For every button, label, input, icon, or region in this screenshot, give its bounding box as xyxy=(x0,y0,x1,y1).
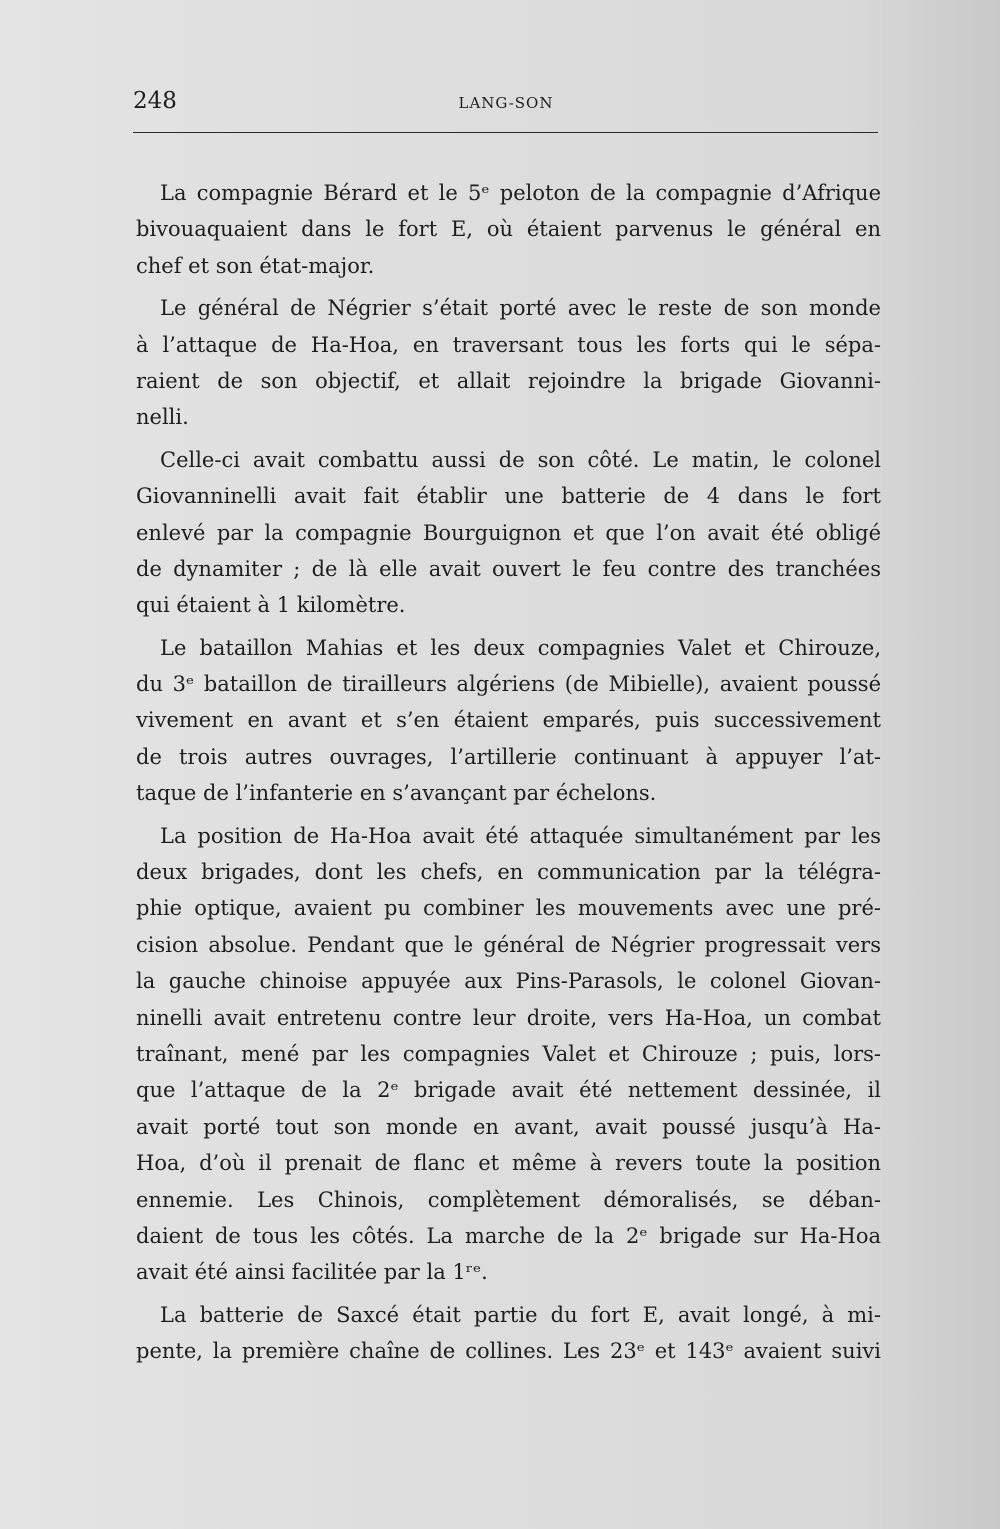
text-line: taque de l’infanterie en s’avançant par échelons. xyxy=(136,781,657,806)
text-line: Le bataillon Mahias et les deux compagnies Valet et Chirouze, xyxy=(160,635,881,660)
text-line: du 3ᵉ bataillon de tirailleurs algériens (de Mibielle), avaient poussé xyxy=(136,672,881,697)
header-rule xyxy=(133,132,878,133)
text-line: ennemie. Les Chinois, complètement démoralisés, se déban- xyxy=(136,1187,881,1212)
text-line: La batterie de Saxcé était partie du fort E, avait longé, à mi- xyxy=(160,1302,881,1327)
text-line: Giovanninelli avait fait établir une batterie de 4 dans le fort xyxy=(136,484,881,509)
running-title: LANG-SON xyxy=(458,94,554,112)
text-line: chef et son état-major. xyxy=(136,253,375,278)
text-line: avait porté tout son monde en avant, avait poussé jusqu’à Ha- xyxy=(136,1114,881,1139)
text-line: qui étaient à 1 kilomètre. xyxy=(136,593,406,618)
paragraph-1 xyxy=(136,175,881,284)
text-line: Le général de Négrier s’était porté avec le reste de son monde xyxy=(160,296,881,321)
text-line: de trois autres ouvrages, l’artillerie continuant à appuyer l’at- xyxy=(136,744,881,769)
running-head xyxy=(133,84,879,118)
text-line: enlevé par la compagnie Bourguignon et que l’on avait été obligé xyxy=(136,520,881,545)
text-line: la gauche chinoise appuyée aux Pins-Parasols, le colonel Giovan- xyxy=(136,969,881,994)
text-line: La position de Ha-Hoa avait été attaquée simultanément par les xyxy=(160,823,881,848)
page-number: 248 xyxy=(133,88,177,114)
text-line: raient de son objectif, et allait rejoindre la brigade Giovanni- xyxy=(136,368,881,393)
text-line: pente, la première chaîne de collines. Les 23ᵉ et 143ᵉ avaient suivi xyxy=(136,1339,881,1364)
text-line: vivement en avant et s’en étaient emparés, puis successivement xyxy=(136,708,881,733)
paragraph-3 xyxy=(136,442,881,624)
text-line: avait été ainsi facilitée par la 1ʳᵉ. xyxy=(136,1260,488,1285)
text-line: Celle-ci avait combattu aussi de son côté. Le matin, le colonel xyxy=(160,447,881,472)
text-line: de dynamiter ; de là elle avait ouvert le feu contre des tranchées xyxy=(136,556,881,581)
text-line: cision absolue. Pendant que le général de Négrier progressait vers xyxy=(136,932,881,957)
body-text xyxy=(136,175,881,1376)
text-line: deux brigades, dont les chefs, en communication par la télégra- xyxy=(136,860,881,885)
text-line: que l’attaque de la 2ᵉ brigade avait été nettement dessinée, il xyxy=(136,1078,881,1103)
text-line: ninelli avait entretenu contre leur droite, vers Ha-Hoa, un combat xyxy=(136,1005,881,1030)
text-line: à l’attaque de Ha-Hoa, en traversant tous les forts qui le sépa- xyxy=(136,332,881,357)
text-line: Hoa, d’où il prenait de flanc et même à revers toute la position xyxy=(136,1151,881,1176)
text-line: nelli. xyxy=(136,405,189,430)
paragraph-2 xyxy=(136,290,881,436)
text-line: La compagnie Bérard et le 5ᵉ peloton de la compagnie d’Afrique xyxy=(160,181,881,205)
paragraph-4 xyxy=(136,630,881,812)
paragraph-5 xyxy=(136,818,881,1291)
text-line: phie optique, avaient pu combiner les mouvements avec une pré- xyxy=(136,896,881,921)
paragraph-6 xyxy=(136,1297,881,1370)
text-line: daient de tous les côtés. La marche de la 2ᵉ brigade sur Ha-Hoa xyxy=(136,1223,881,1248)
text-line: bivouaquaient dans le fort E, où étaient parvenus le général en xyxy=(136,217,881,242)
text-line: traînant, mené par les compagnies Valet et Chirouze ; puis, lors- xyxy=(136,1041,881,1066)
